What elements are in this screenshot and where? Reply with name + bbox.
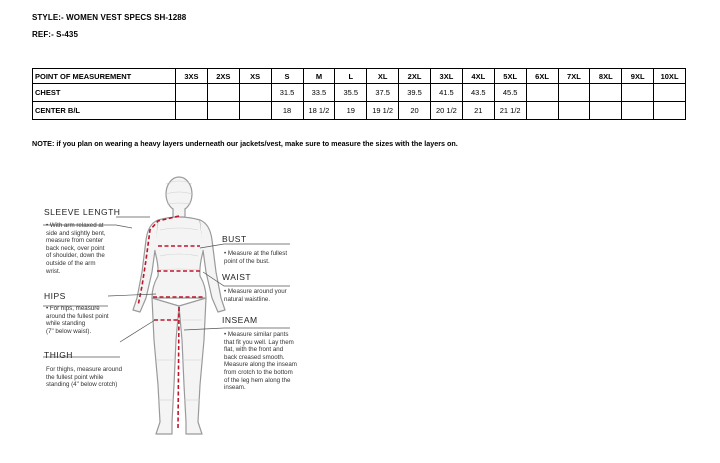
table-cell (207, 102, 239, 120)
sleeve-line: measure from center (46, 237, 104, 245)
table-cell (654, 84, 686, 102)
column-header: 4XL (462, 69, 494, 84)
hips-description (46, 305, 109, 335)
table-row (33, 102, 686, 120)
table-cell: 19 (335, 102, 367, 120)
column-header: 2XL (399, 69, 431, 84)
column-header: POINT OF MEASUREMENT (33, 69, 176, 84)
column-header: XS (239, 69, 271, 84)
table-cell (590, 102, 622, 120)
ref-number: REF:- S-435 (32, 30, 78, 39)
thigh-line: For thighs, measure around (46, 366, 123, 373)
table-cell: 33.5 (303, 84, 335, 102)
waist-line-text: • Measure around your (224, 288, 287, 295)
table-cell: 21 1/2 (494, 102, 526, 120)
column-header: 7XL (558, 69, 590, 84)
thigh-line: the fullest point while (46, 373, 104, 381)
inseam-line-text: flat, with the front and (224, 346, 284, 354)
waist-description (224, 288, 287, 303)
bust-description (224, 250, 287, 265)
bust-line-text: point of the bust. (224, 257, 270, 265)
table-cell: 35.5 (335, 84, 367, 102)
table-header-row (33, 69, 686, 84)
thigh-description (46, 366, 122, 389)
figure-neck (173, 209, 185, 217)
table-cell: 39.5 (399, 84, 431, 102)
column-header: 2XS (207, 69, 239, 84)
column-header: 3XL (431, 69, 463, 84)
sleeve-line: of shoulder, down the (46, 252, 105, 260)
style-title: STYLE:- WOMEN VEST SPECS SH-1288 (32, 13, 187, 22)
inseam-line-text: • Measure similar pants (224, 331, 289, 338)
column-header: 8XL (590, 69, 622, 84)
table-cell: 31.5 (271, 84, 303, 102)
figure-torso (152, 217, 206, 298)
column-header: L (335, 69, 367, 84)
column-header: M (303, 69, 335, 84)
table-cell (526, 84, 558, 102)
inseam-line-text: inseam. (224, 384, 246, 392)
column-header: 3XS (176, 69, 208, 84)
table-cell: 43.5 (462, 84, 494, 102)
sleeve-line: outside of the arm (46, 259, 96, 267)
thigh-title: THIGH (44, 350, 73, 360)
table-row (33, 84, 686, 102)
thigh-line: standing (4" below crotch) (46, 381, 118, 389)
figure-head (166, 177, 192, 211)
column-header: XL (367, 69, 399, 84)
bust-title: BUST (222, 234, 247, 244)
table-cell: 21 (462, 102, 494, 120)
inseam-line (178, 307, 179, 430)
table-cell: 19 1/2 (367, 102, 399, 120)
hips-line: around the fullest point (46, 312, 109, 320)
size-spec-table (32, 68, 686, 120)
table-cell (558, 84, 590, 102)
table-cell: CENTER B/L (33, 102, 176, 120)
layering-note: NOTE: if you plan on wearing a heavy layers underneath our jackets/vest, make sure to measure the sizes with the layers on. (32, 139, 458, 148)
table-cell (526, 102, 558, 120)
sleeve-line: side and slightly bent, (46, 229, 106, 237)
column-header: S (271, 69, 303, 84)
table-cell (239, 84, 271, 102)
column-header: 10XL (654, 69, 686, 84)
table-cell (207, 84, 239, 102)
sleeve-length-description (46, 222, 106, 275)
table-cell (239, 102, 271, 120)
inseam-line-text: back creased smooth. (224, 353, 285, 361)
table-cell: 18 (271, 102, 303, 120)
column-header: 6XL (526, 69, 558, 84)
table-cell (176, 102, 208, 120)
table-cell (558, 102, 590, 120)
inseam-title: INSEAM (222, 315, 258, 325)
inseam-line-text: of the leg hem along the (224, 376, 291, 384)
bust-line-text: • Measure at the fullest (224, 250, 288, 257)
sleeve-line: wrist. (46, 267, 61, 275)
hips-title: HIPS (44, 291, 66, 301)
waist-line-text: natural waistline. (224, 295, 271, 303)
sleeve-length-title: SLEEVE LENGTH (44, 207, 121, 217)
figure-right-leg (179, 298, 206, 434)
table-cell: 37.5 (367, 84, 399, 102)
sleeve-line: back neck, over point (46, 244, 105, 252)
waist-title: WAIST (222, 272, 252, 282)
inseam-line-text: from crotch to the bottom (224, 368, 293, 376)
table-cell: 18 1/2 (303, 102, 335, 120)
inseam-line-text: that fit you well. Lay them (224, 338, 294, 346)
hips-line: • For hips, measure (46, 305, 100, 312)
table-cell: 20 (399, 102, 431, 120)
table-cell (622, 84, 654, 102)
table-cell: 45.5 (494, 84, 526, 102)
table-cell (622, 102, 654, 120)
inseam-line-text: Measure along the inseam (224, 361, 297, 369)
figure-left-leg (152, 298, 179, 434)
inseam-description (224, 331, 297, 392)
table-cell (176, 84, 208, 102)
sleeve-line: • With arm relaxed at (46, 222, 104, 229)
table-cell (654, 102, 686, 120)
table-cell: 20 1/2 (431, 102, 463, 120)
table-cell (590, 84, 622, 102)
hips-line: while standing (46, 320, 86, 328)
hips-line: (7" below waist). (46, 327, 92, 335)
column-header: 5XL (494, 69, 526, 84)
column-header: 9XL (622, 69, 654, 84)
table-cell: CHEST (33, 84, 176, 102)
table-cell: 41.5 (431, 84, 463, 102)
